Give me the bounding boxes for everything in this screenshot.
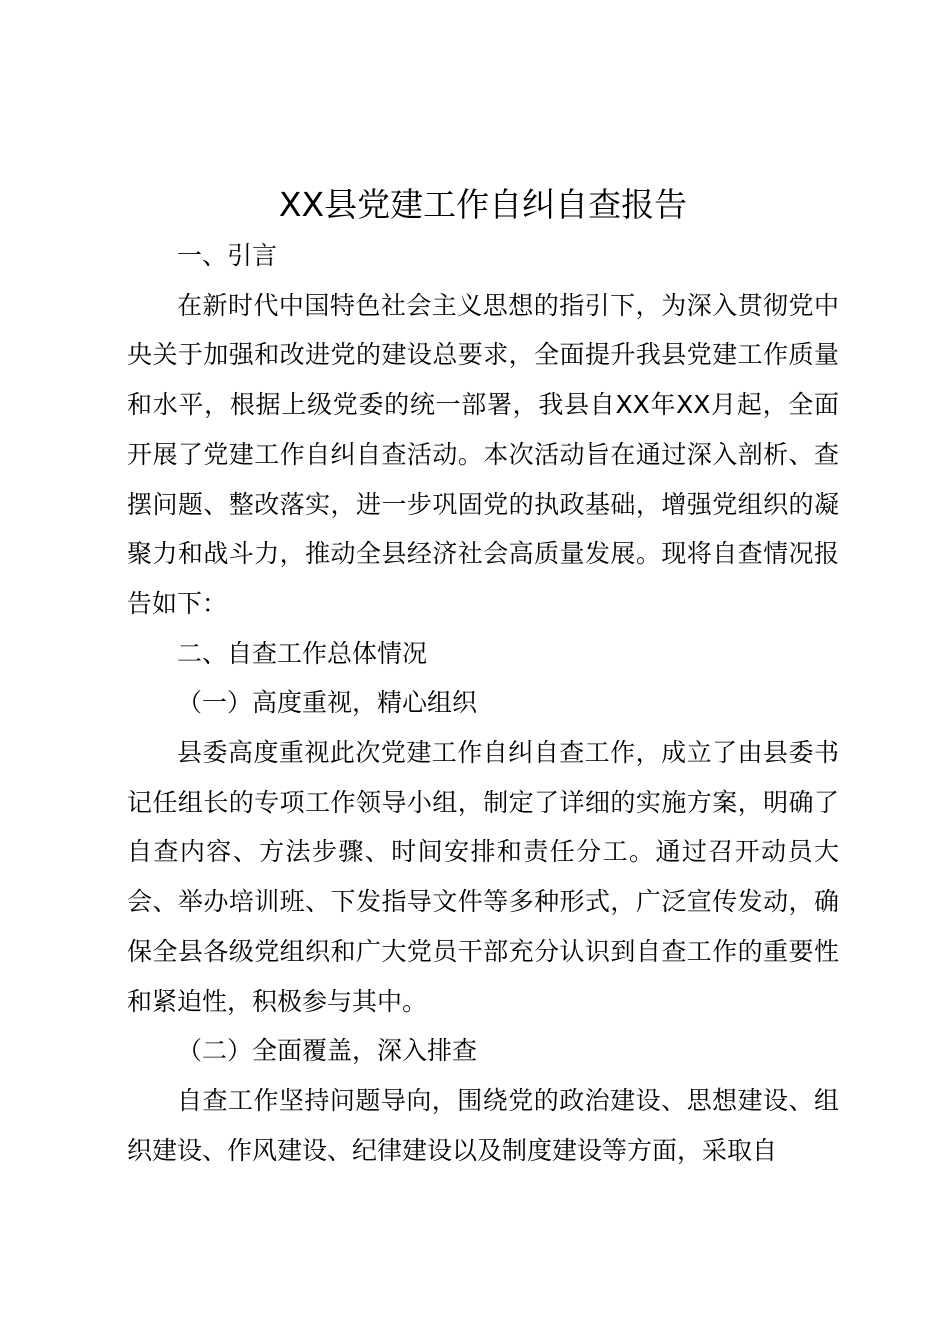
section-heading-intro: 一、引言	[177, 241, 278, 270]
subsection-heading-1: （一）高度重视，精心组织	[177, 688, 478, 718]
document-body	[127, 231, 839, 1175]
section-heading-overview: 二、自查工作总体情况	[177, 638, 428, 668]
subsection-heading-2: （二）全面覆盖，深入排查	[177, 1036, 478, 1066]
document-title: XX县党建工作自纠自查报告	[278, 185, 688, 224]
subsection-paragraph-1: 县委高度重视此次党建工作自纠自查工作，成立了由县委书记任组长的专项工作领导小组，制定了详细的实施方案，明确了自查内容、方法步骤、时间安排和责任分工。通过召开动员大会、举办培训班、下发指导文件等多种形式，广泛宣传发动，确保全县各级党组织和广大党员干部充分认识到自查工作的重要性和紧迫性，积极参与其中。	[127, 738, 839, 1016]
intro-paragraph: 在新时代中国特色社会主义思想的指引下，为深入贯彻党中央关于加强和改进党的建设总要求，全面提升我县党建工作质量和水平，根据上级党委的统一部署，我县自XX年XX月起，全面开展了党建工作自纠自查活动。本次活动旨在通过深入剖析、查摆问题、整改落实，进一步巩固党的执政基础，增强党组织的凝聚力和战斗力，推动全县经济社会高质量发展。现将自查情况报告如下：	[127, 290, 839, 618]
subsection-paragraph-2: 自查工作坚持问题导向，围绕党的政治建设、思想建设、组织建设、作风建设、纪律建设以及制度建设等方面，采取自	[127, 1085, 839, 1165]
